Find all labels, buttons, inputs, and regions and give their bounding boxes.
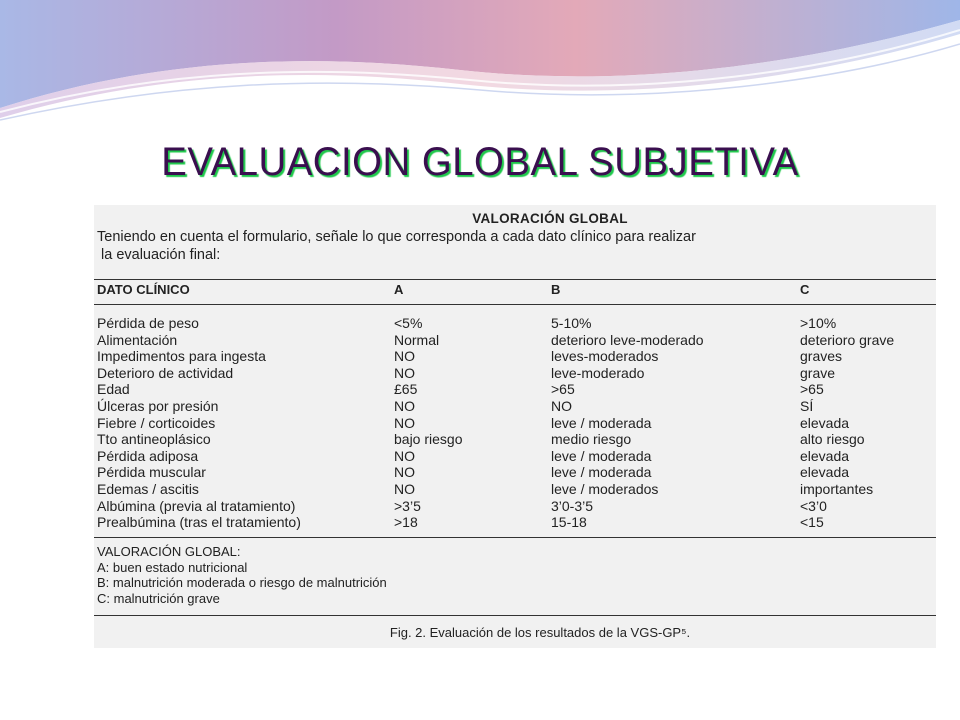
table-row [94,431,936,448]
cell-a: Normal [394,331,440,348]
table-row [94,514,936,531]
row-label: Deterioro de actividad [97,364,234,381]
cell-c: >65 [800,381,824,398]
cell-b: leves-moderados [551,348,659,365]
table-header-row [94,282,936,300]
row-label: Tto antineoplásico [97,431,211,448]
table-row [94,481,936,498]
legend-item-a: A: buen estado nutricional [97,559,248,575]
table-row [94,498,936,515]
cell-b: leve / moderada [551,414,652,431]
cell-b: >65 [551,381,575,398]
cell-c: graves [800,348,843,365]
cell-c: elevada [800,464,850,481]
row-label: Úlceras por presión [97,397,219,414]
column-header-dato-clinico: DATO CLÍNICO [97,282,190,297]
table-row [94,398,936,415]
cell-b: leve / moderados [551,480,659,497]
table-row [94,332,936,349]
table-row [94,315,936,332]
table-header-rule [94,304,936,305]
legend-item-c: C: malnutrición grave [97,590,220,606]
cell-c: <3’0 [800,497,827,514]
cell-a: NO [394,414,415,431]
cell-a: >18 [394,514,418,531]
cell-b: 3’0-3’5 [551,497,594,514]
legend-heading: VALORACIÓN GLOBAL: [97,544,241,559]
cell-b: leve / moderada [551,464,652,481]
cell-a: NO [394,397,415,414]
column-header-c: C [800,282,810,297]
cell-c: elevada [800,447,850,464]
row-label: Edad [97,381,130,398]
cell-a: NO [394,464,415,481]
column-header-b: B [551,282,561,297]
cell-a: NO [394,447,415,464]
slide-title: EVALUACION GLOBAL SUBJETIVA [161,140,799,184]
table-row [94,365,936,382]
instructions-line-1: Teniendo en cuenta el formulario, señale lo que corresponda a cada dato clínico para realizar [97,229,696,245]
table-bottom-rule [94,537,936,538]
table-top-rule [94,279,936,280]
row-label: Prealbúmina (tras el tratamiento) [97,514,301,531]
figure-caption: Fig. 2. Evaluación de los resultados de la VGS-GP⁵. [389,625,691,640]
row-label: Edemas / ascitis [97,480,199,497]
cell-b: 15-18 [551,514,587,531]
cell-c: <15 [800,514,824,531]
cell-b: deterioro leve-moderado [551,331,704,348]
table-body [94,315,936,531]
row-label: Pérdida de peso [97,315,199,331]
cell-a: bajo riesgo [394,431,463,448]
table-row [94,464,936,481]
row-label: Fiebre / corticoides [97,414,216,431]
figure-instructions [97,228,933,264]
cell-c: alto riesgo [800,431,865,448]
table-row [94,348,936,365]
figure-title: VALORACIÓN GLOBAL [472,211,628,226]
header-swoosh-decoration [0,0,960,130]
legend-bottom-rule [94,615,936,616]
instructions-line-2: la evaluación final: [101,247,221,263]
row-label: Alimentación [97,331,178,348]
cell-a: <5% [394,315,423,331]
cell-c: deterioro grave [800,331,895,348]
cell-c: importantes [800,480,874,497]
cell-a: NO [394,348,415,365]
cell-b: leve-moderado [551,364,645,381]
cell-a: NO [394,480,415,497]
legend-item-b: B: malnutrición moderada o riesgo de malnutrición [97,575,387,590]
cell-b: leve / moderada [551,447,652,464]
row-label: Pérdida adiposa [97,447,199,464]
row-label: Albúmina (previa al tratamiento) [97,497,296,514]
row-label: Impedimentos para ingesta [97,348,266,365]
cell-c: >10% [800,315,837,331]
cell-a: £65 [394,381,418,398]
cell-a: NO [394,364,415,381]
cell-c: SÍ [800,397,814,414]
cell-b: medio riesgo [551,431,632,448]
cell-a: >3’5 [394,497,421,514]
table-row [94,448,936,465]
row-label: Pérdida muscular [97,464,206,481]
evaluation-figure [94,205,936,648]
cell-b: 5-10% [551,315,592,331]
legend-block [97,544,933,606]
table-row [94,415,936,432]
cell-c: elevada [800,414,850,431]
cell-c: grave [800,364,836,381]
cell-b: NO [551,397,572,414]
table-row [94,381,936,398]
column-header-a: A [394,282,404,297]
